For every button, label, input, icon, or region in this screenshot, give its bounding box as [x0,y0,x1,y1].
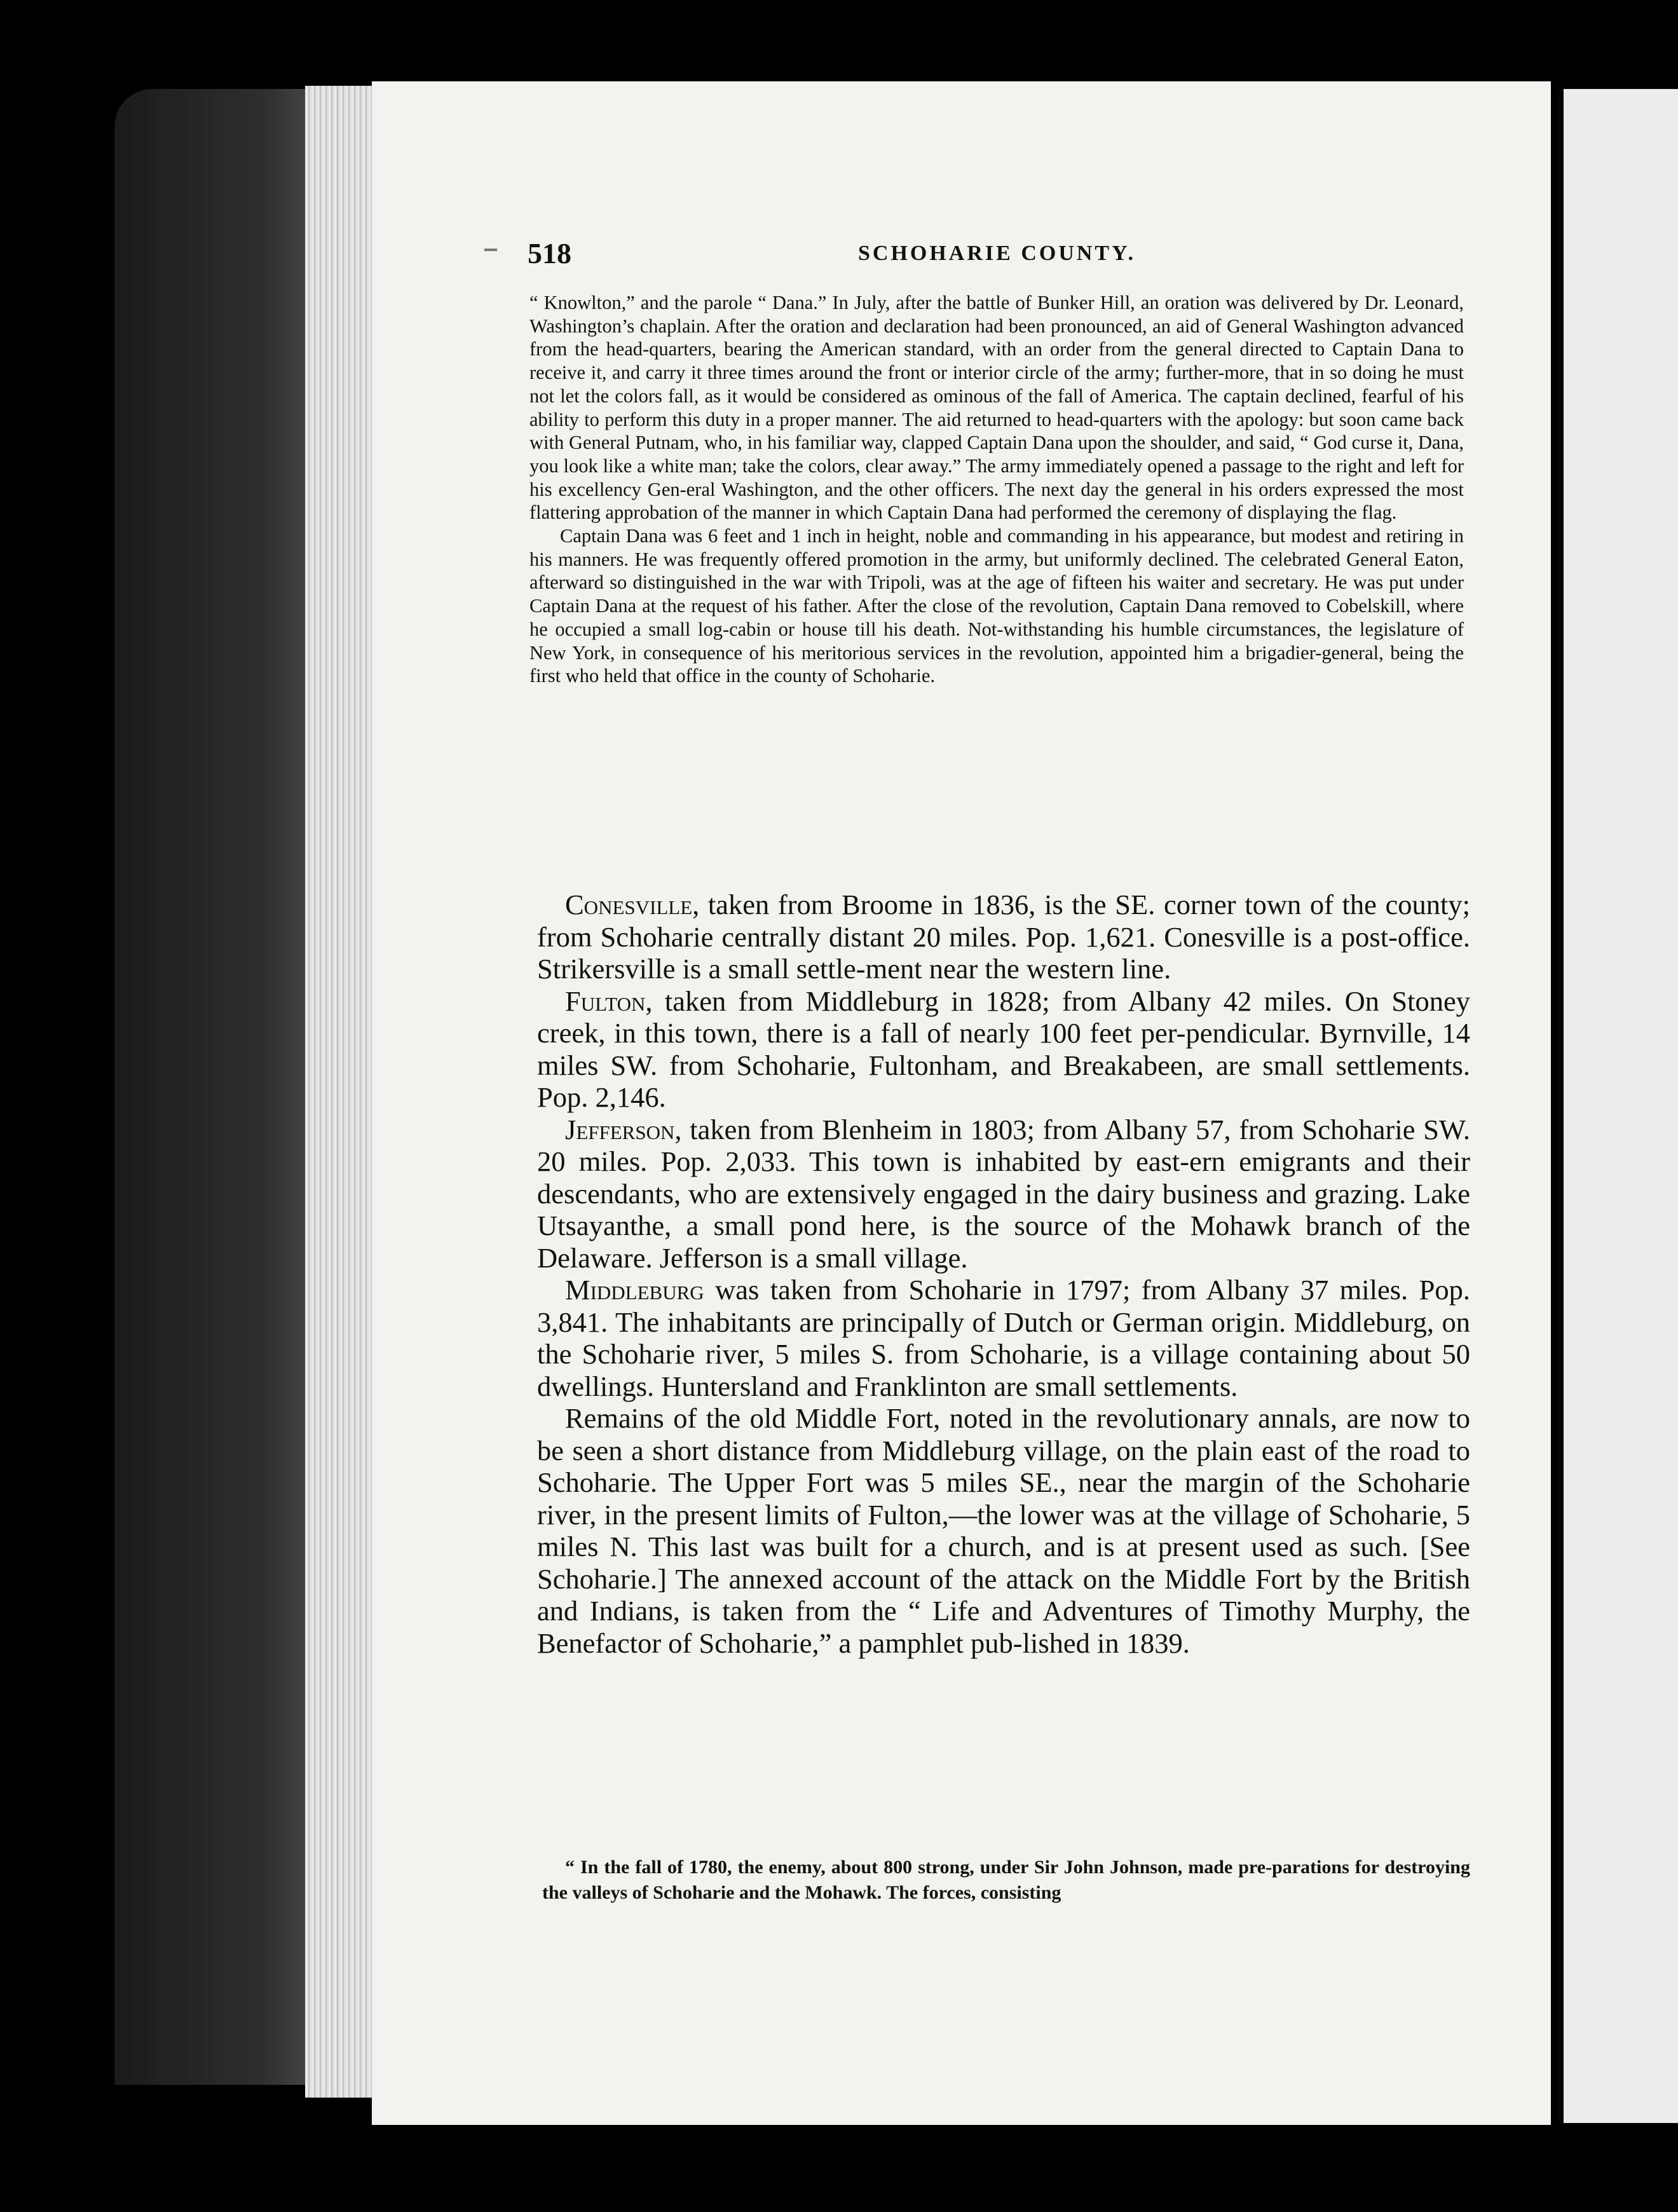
town-text: was taken from Schoharie in 1797; from Albany 37 miles. Pop. 3,841. The inhabitants are principally of Dutch or German origin. Middleburg, on the Schoharie river, 5 miles S. from Schoharie, is a village containing about 50 dwellings. Huntersland and Franklinton are small settlements. [537,1274,1470,1402]
town-name: Fulton, [565,985,653,1017]
footnote-text: “ In the fall of 1780, the enemy, about 800 strong, under Sir John Johnson, made pre-parations for destroying the valleys of Schoharie and the Mohawk. The forces, consisting [542,1857,1470,1903]
dana-anecdote-block [529,291,1464,688]
running-title: SCHOHARIE COUNTY. [858,242,1136,265]
town-entry-conesville [537,889,1470,985]
page-stack-edge [305,86,375,2098]
town-text: taken from Broome in 1836, is the SE. corner town of the county; from Schoharie centrally distant 20 miles. Pop. 1,621. Conesville is a post-office. Strikersville is a small settle-ment near the western line. [537,889,1470,985]
town-name: Jefferson, [565,1113,682,1145]
town-text: taken from Blenheim in 1803; from Albany 57, from Schoharie SW. 20 miles. Pop. 2,033. This town is inhabited by east-ern emigrants and their descendants, who are extensively engaged in the dairy business and grazing. Lake Utsayanthe, a small pond here, is the source of the Mohawk branch of the Delaware. Jefferson is a small village. [537,1113,1470,1274]
small-paragraph: Captain Dana was 6 feet and 1 inch in height, noble and commanding in his appearance, but modest and retiring in his manners. He was frequently offered promotion in the army, but uniformly declined. The celebrated General Eaton, afterward so distinguished in the war with Tripoli, was at the age of fifteen his waiter and secretary. He was put under Captain Dana at the request of his father. After the close of the revolution, Captain Dana removed to Cobelskill, where he occupied a small log-cabin or house till his death. Not-withstanding his humble circumstances, the legislature of New York, in consequence of his meritorious services in the revolution, appointed him a brigadier-general, being the first who held that office in the county of Schoharie. [529,525,1464,687]
town-name: Middleburg [565,1274,704,1306]
town-name: Conesville, [565,889,700,920]
town-text: taken from Middleburg in 1828; from Albany 42 miles. On Stoney creek, in this town, there is a fall of nearly 100 feet per-pendicular. Byrnville, 14 miles SW. from Schoharie, Fultonham, and Breakabeen, are small settlements. Pop. 2,146. [537,985,1470,1113]
footnote-block [542,1855,1470,1906]
margin-dash [484,249,497,251]
facing-page-edge [1557,89,1678,2123]
town-entry-jefferson [537,1114,1470,1274]
town-entry-fulton [537,985,1470,1114]
page-number: 518 [528,237,571,270]
remains-paragraph: Remains of the old Middle Fort, noted in the revolutionary annals, are now to be seen a short distance from Middleburg village, on the plain east of the road to Schoharie. The Upper Fort was 5 miles SE., near the margin of the Schoharie river, in the present limits of Fulton,—the lower was at the village of Schoharie, 5 miles N. This last was built for a church, and is at present used as such. [See Schoharie.] The annexed account of the attack on the Middle Fort by the British and Indians, is taken from the “ Life and Adventures of Timothy Murphy, the Benefactor of Schoharie,” a pamphlet pub-lished in 1839. [537,1402,1470,1659]
small-paragraph: “ Knowlton,” and the parole “ Dana.” In July, after the battle of Bunker Hill, an oration was delivered by Dr. Leonard, Washington’s chaplain. After the oration and declaration had been pronounced, an aid of General Washington advanced from the head-quarters, bearing the American standard, with an order from the general directed to Captain Dana to receive it, and carry it three times around the front or interior circle of the army; further-more, that in so doing he must not let the colors fall, as it would be considered as ominous of the fall of America. The captain declined, fearful of his ability to perform this duty in a proper manner. The aid returned to head-quarters with the apology: but soon came back with General Putnam, who, in his familiar way, clapped Captain Dana upon the shoulder, and said, “ God curse it, Dana, you look like a white man; take the colors, clear away.” The army immediately opened a passage to the right and left for his excellency Gen-eral Washington, and the other officers. The next day the general in his orders expressed the most flattering approbation of the manner in which Captain Dana had performed the ceremony of displaying the flag. [529,292,1464,524]
town-descriptions [537,889,1470,1659]
town-entry-middleburg [537,1274,1470,1402]
page-header [528,236,1468,275]
